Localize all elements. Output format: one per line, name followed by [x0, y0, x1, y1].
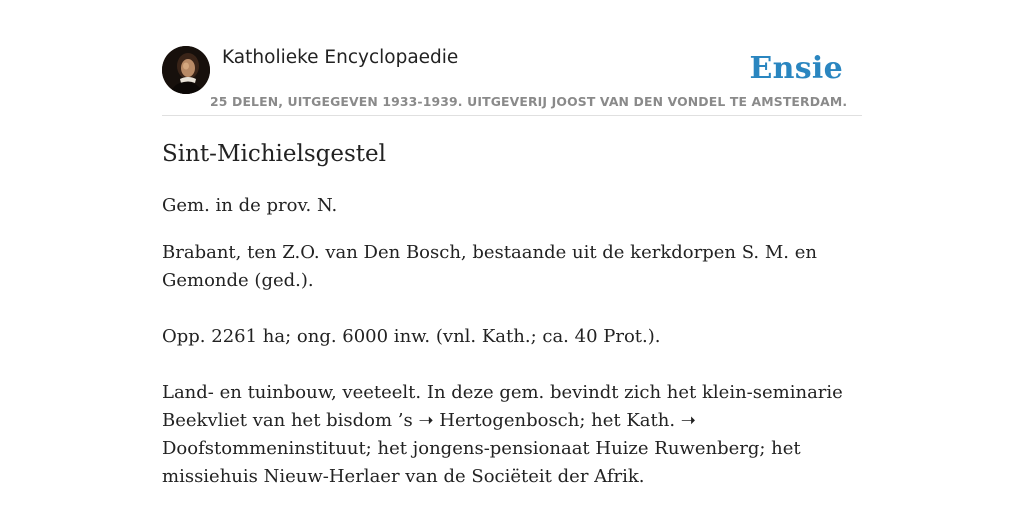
- article-paragraph: Brabant, ten Z.O. van Den Bosch, bestaande uit de kerkdorpen S. M. en Gemonde (ged.).: [162, 242, 817, 291]
- portrait-avatar[interactable]: [162, 46, 210, 94]
- page-header: [162, 46, 862, 116]
- header-divider: [162, 115, 862, 116]
- article: [162, 139, 862, 491]
- portrait-image: [162, 46, 210, 94]
- article-paragraph: Opp. 2261 ha; ong. 6000 inw. (vnl. Kath.; ca. 40 Prot.).: [162, 326, 661, 347]
- ensie-logo[interactable]: Ensie: [749, 51, 843, 86]
- article-paragraph: Gem. in de prov. N.: [162, 195, 338, 216]
- article-paragraph: Land- en tuinbouw, veeteelt. In deze gem. bevindt zich het klein-seminarie Beekvliet van het bisdom ’s ➝ Hertogenbosch; het Kath. ➝ Doofstommeninstituut; het jongens-pensionaat Huize Ruwenberg; het missiehuis Nieuw-Herlaer van de Sociëteit der Afrik.: [162, 382, 843, 487]
- encyclopedia-title[interactable]: Katholieke Encyclopaedie: [222, 47, 459, 68]
- article-title: Sint-Michielsgestel: [162, 141, 387, 167]
- encyclopedia-subtitle: 25 DELEN, UITGEGEVEN 1933-1939. UITGEVERIJ JOOST VAN DEN VONDEL TE AMSTERDAM.: [210, 94, 848, 109]
